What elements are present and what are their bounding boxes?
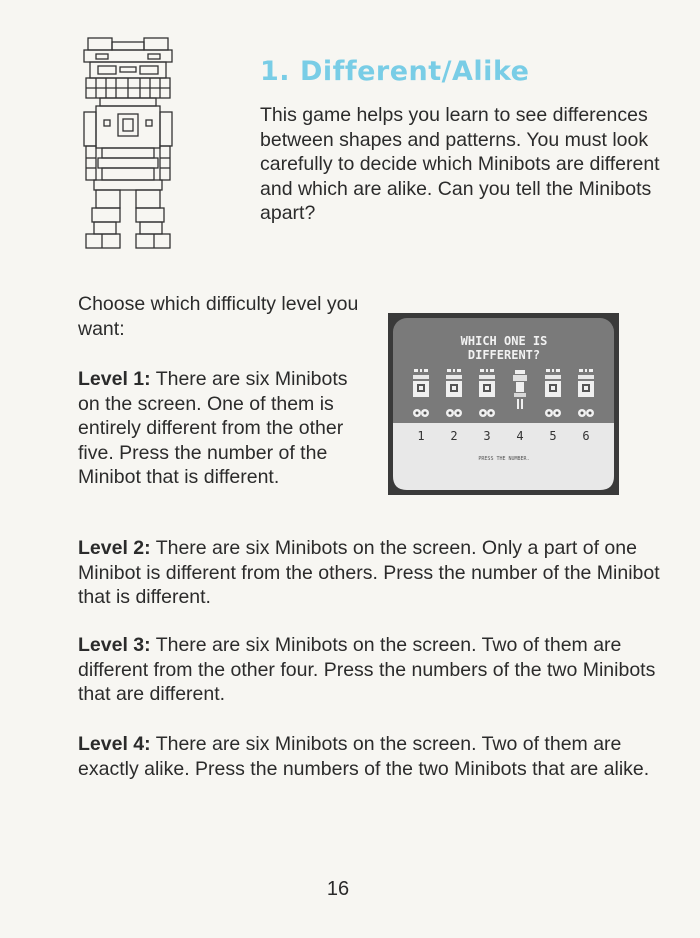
screen-prompt: PRESS THE NUMBER. <box>478 456 530 462</box>
level-2-label: Level 2: <box>78 537 151 559</box>
level-3-description <box>78 633 668 707</box>
level-3-text: There are six Minibots on the screen. Two of them are different from the other four. Press the numbers of the two Minibots that are different. <box>78 634 656 705</box>
level-1-text: There are six Minibots on the screen. One of them is entirely different from the other five. Press the number of the Minibot that is different. <box>78 368 348 488</box>
minibot-number: 4 <box>516 429 524 443</box>
level-2-text: There are six Minibots on the screen. Only a part of one Minibot is different from the others. Press the number of the Minibot that is different. <box>78 537 660 608</box>
minibot-number: 6 <box>582 429 590 443</box>
section-heading: 1. Different/Alike <box>260 56 530 87</box>
level-4-label: Level 4: <box>78 733 151 755</box>
screen-title-line2: DIFFERENT? <box>467 348 541 362</box>
screen-title-line1: WHICH ONE IS <box>460 334 548 348</box>
level-3-label: Level 3: <box>78 634 151 656</box>
level-2-description <box>78 536 668 610</box>
minibot-number: 3 <box>483 429 491 443</box>
choose-difficulty-text: Choose which difficulty level you want: <box>78 293 359 340</box>
minibot-robot-illustration <box>82 36 174 252</box>
minibot-number: 2 <box>450 429 458 443</box>
page-number: 16 <box>326 878 350 900</box>
minibot-number: 5 <box>549 429 557 443</box>
game-screenshot <box>388 313 619 495</box>
level-4-text: There are six Minibots on the screen. Two of them are exactly alike. Press the numbers of the two Minibots that are alike. <box>78 733 650 780</box>
minibot-number: 1 <box>417 429 425 443</box>
level-1-description <box>78 367 368 490</box>
level-1-label: Level 1: <box>78 368 151 390</box>
level-4-description <box>78 732 668 781</box>
intro-paragraph: This game helps you learn to see differences between shapes and patterns. You must look carefully to decide which Minibots are different and which are alike. Can you tell the Minibots apart? <box>260 104 660 224</box>
